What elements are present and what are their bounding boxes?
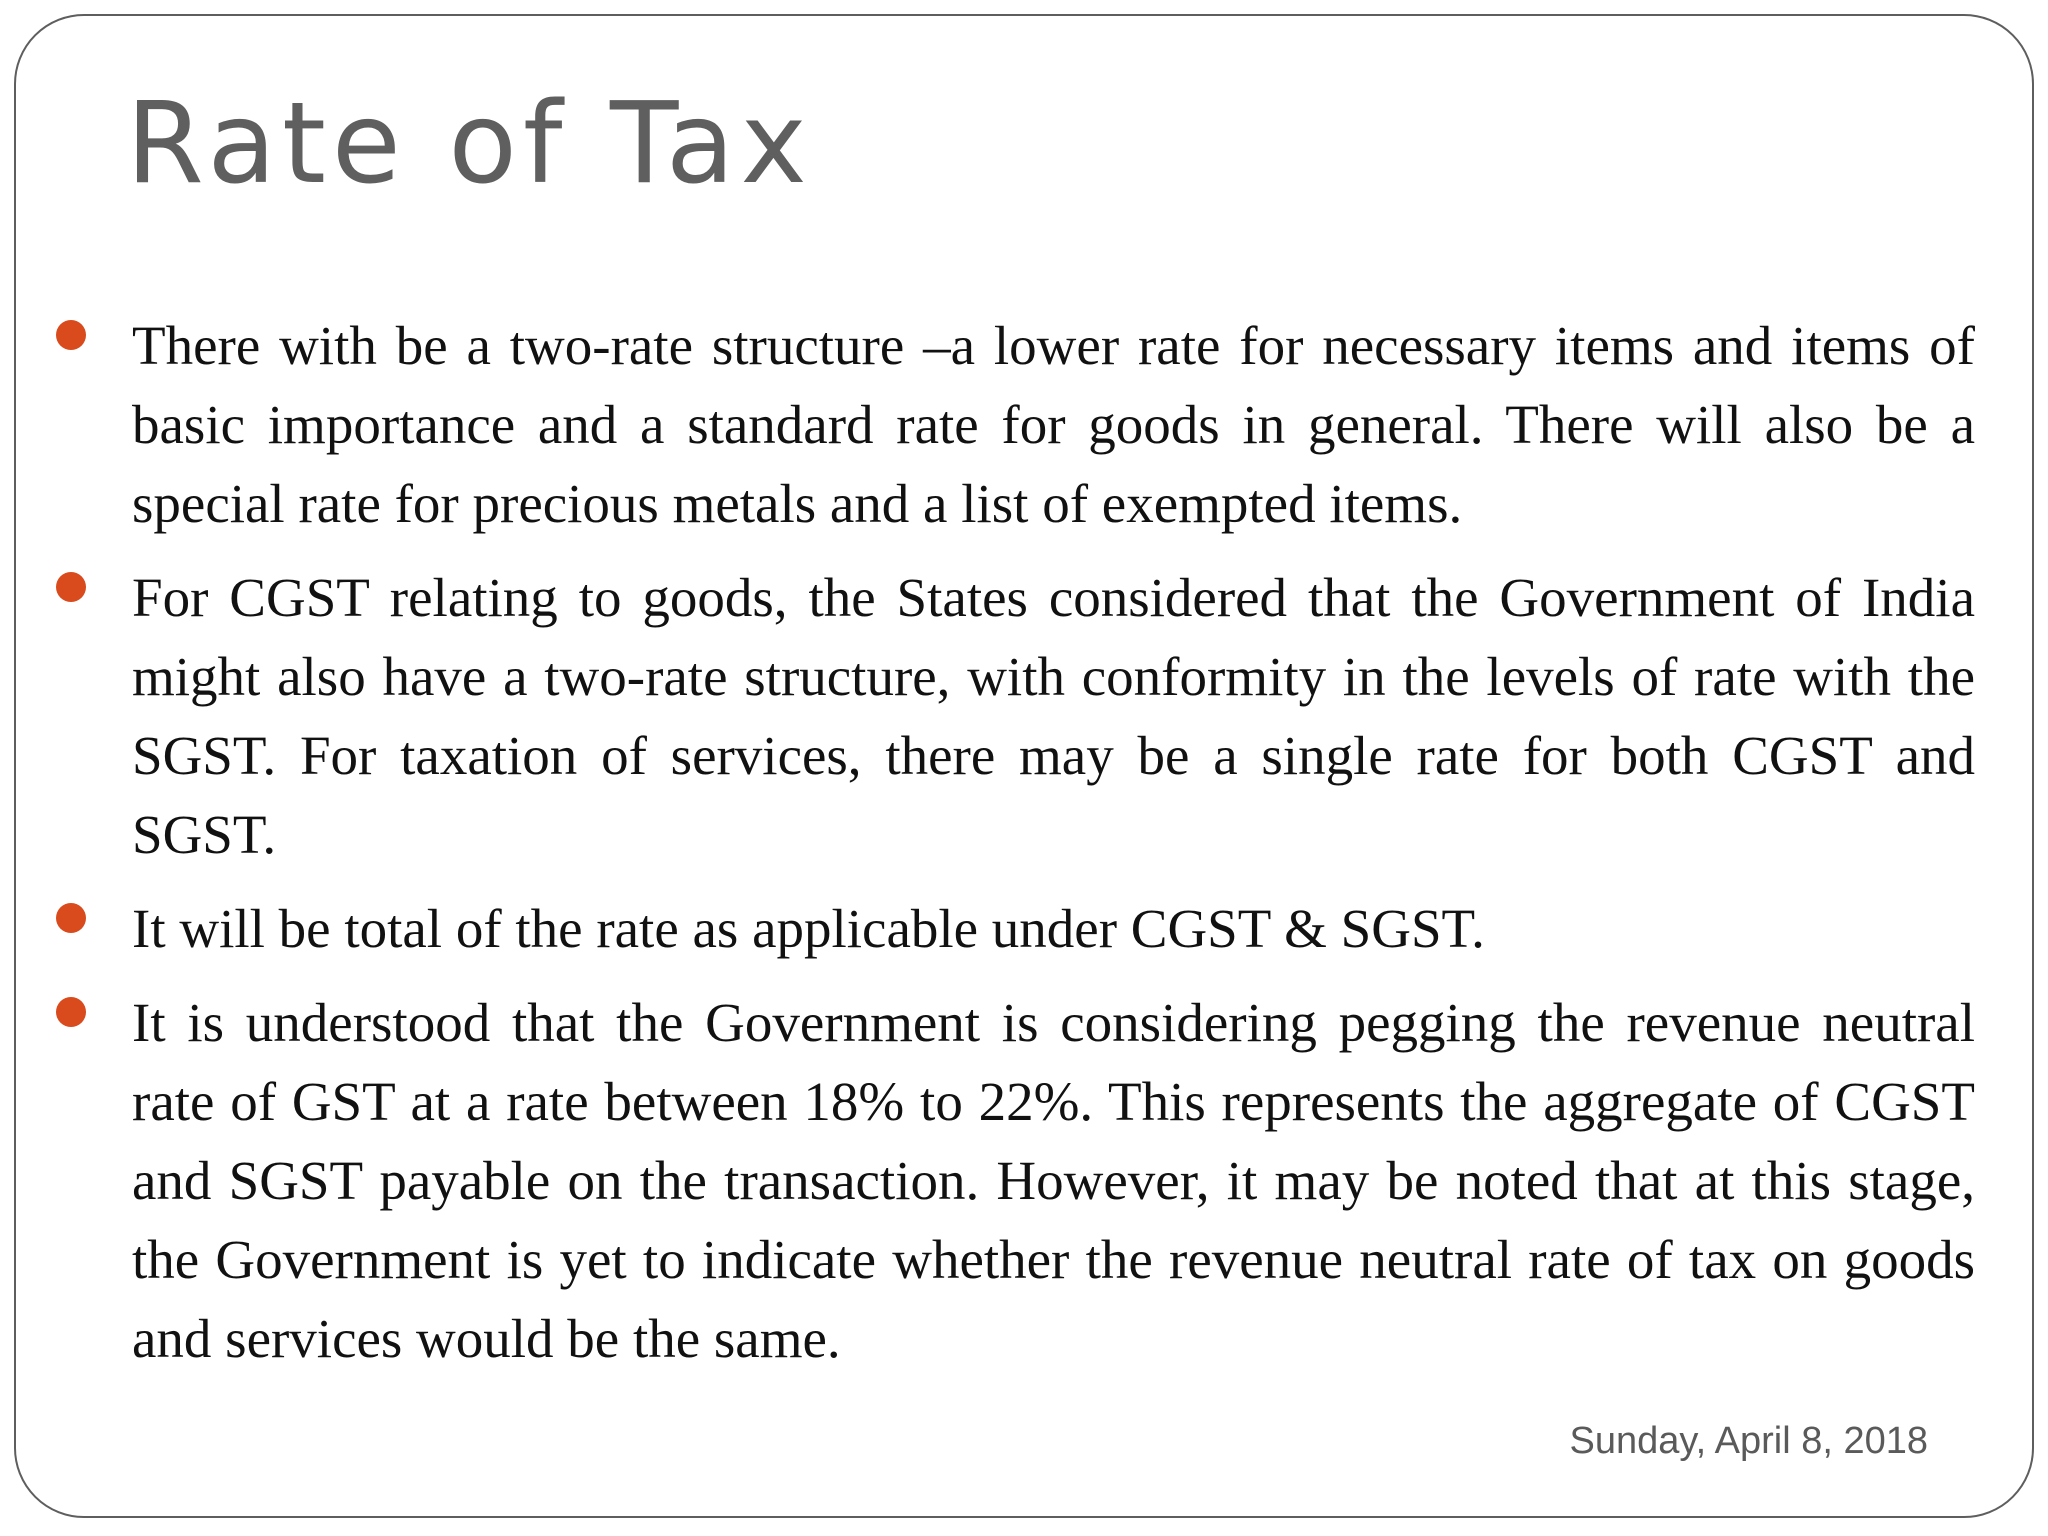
bullet-item xyxy=(16,558,2032,874)
bullet-item xyxy=(16,306,2032,543)
bullet-text: There with be a two-rate structure –a lower rate for necessary items and items of basic importance and a standard rate for goods in general. There will also be a special rate for precious metals and a list of exempted items. xyxy=(132,315,1975,534)
slide-title: Rate of Tax xyxy=(126,79,813,209)
bullet-dot-icon xyxy=(56,320,86,350)
bullet-text: It is understood that the Government is considering pegging the revenue neutral rate of GST at a rate between 18% to 22%. This represents the aggregate of CGST and SGST payable on the transaction. However, it may be noted that at this stage, the Government is yet to indicate whether the revenue neutral rate of tax on goods and services would be the same. xyxy=(132,992,1975,1369)
bullet-item xyxy=(16,889,2032,968)
bullet-list xyxy=(16,306,2032,1378)
bullet-text: For CGST relating to goods, the States considered that the Government of India might also have a two-rate structure, with conformity in the levels of rate with the SGST. For taxation of services, there may be a single rate for both CGST and SGST. xyxy=(132,567,1975,865)
slide-date: Sunday, April 8, 2018 xyxy=(1569,1420,1928,1462)
bullet-dot-icon xyxy=(56,572,86,602)
bullet-item xyxy=(16,983,2032,1378)
slide-frame xyxy=(14,14,2034,1518)
bullet-text: It will be total of the rate as applicable under CGST & SGST. xyxy=(132,898,1485,959)
bullet-dot-icon xyxy=(56,903,86,933)
bullet-dot-icon xyxy=(56,997,86,1027)
